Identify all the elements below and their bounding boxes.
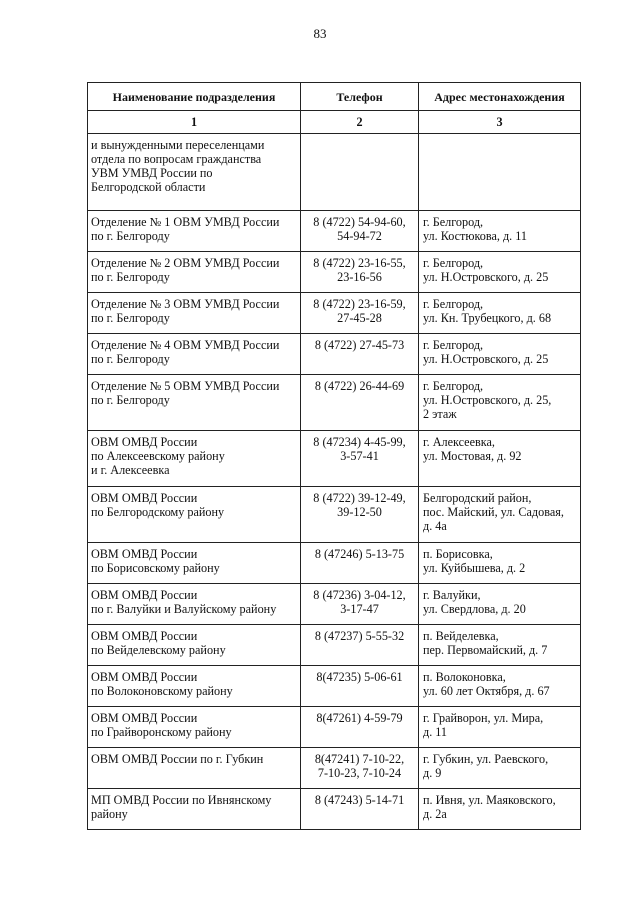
address-line: ул. Н.Островского, д. 25 (423, 270, 549, 284)
address-line: ул. Мостовая, д. 92 (423, 449, 522, 463)
address-cell (419, 707, 581, 748)
address-cell (419, 666, 581, 707)
departments-table (87, 82, 581, 830)
column-number: 1 (88, 111, 301, 134)
table-row (88, 334, 581, 375)
table-row (88, 375, 581, 431)
address-line: п. Вейделевка, (423, 629, 499, 643)
unit-name-cell (88, 748, 301, 789)
phone-line: 8 (4722) 27-45-73 (314, 338, 405, 352)
address-line: п. Ивня, ул. Маяковского, (423, 793, 556, 807)
unit-name-cell (88, 252, 301, 293)
phone-line: 8 (47234) 4-45-99, (313, 435, 406, 449)
address-line: ул. Н.Островского, д. 25 (423, 352, 549, 366)
table-row (88, 134, 581, 211)
phone-line: 8(47241) 7-10-22, (314, 752, 405, 766)
address-cell (419, 134, 581, 211)
address-line: г. Белгород, (423, 256, 484, 270)
address-line: ул. Н.Островского, д. 25, (423, 393, 552, 407)
phone-line: 54-94-72 (337, 229, 382, 243)
unit-name-line: ОВМ ОМВД России (91, 670, 198, 684)
address-line: ул. Свердлова, д. 20 (423, 602, 526, 616)
unit-name-line: по Волоконовскому району (91, 684, 233, 698)
address-cell (419, 543, 581, 584)
address-line: г. Белгород, (423, 338, 484, 352)
phone-line: 8 (4722) 54-94-60, (313, 215, 406, 229)
phone-line: 8 (47246) 5-13-75 (314, 547, 405, 561)
address-line: г. Белгород, (423, 297, 484, 311)
phone-cell (301, 134, 419, 211)
address-cell (419, 375, 581, 431)
unit-name-line: МП ОМВД России по Ивнянскому (91, 793, 272, 807)
phone-line: 8 (4722) 23-16-59, (313, 297, 406, 311)
unit-name-cell (88, 707, 301, 748)
unit-name-line: Отделение № 4 ОВМ УМВД России (91, 338, 280, 352)
unit-name-line: по Вейделевскому району (91, 643, 226, 657)
unit-name-line: и вынужденными переселенцами (91, 138, 265, 152)
header-address: Адрес местонахождения (419, 83, 581, 111)
column-number-row (88, 111, 581, 134)
address-cell (419, 252, 581, 293)
unit-name-line: ОВМ ОМВД России (91, 435, 198, 449)
unit-name-cell (88, 211, 301, 252)
address-line: ул. 60 лет Октября, д. 67 (423, 684, 550, 698)
page-number: 83 (313, 26, 327, 41)
unit-name-cell (88, 625, 301, 666)
phone-line: 8(47261) 4-59-79 (316, 711, 403, 725)
address-line: п. Борисовка, (423, 547, 493, 561)
phone-line: 39-12-50 (337, 505, 382, 519)
unit-name-line: Отделение № 2 ОВМ УМВД России (91, 256, 280, 270)
phone-cell (301, 211, 419, 252)
unit-name-cell (88, 334, 301, 375)
unit-name-line: ОВМ ОМВД России (91, 629, 198, 643)
address-cell (419, 748, 581, 789)
unit-name-line: Белгородской области (91, 180, 206, 194)
table-row (88, 584, 581, 625)
unit-name-line: по Белгородскому району (91, 505, 225, 519)
phone-line: 8(47235) 5-06-61 (316, 670, 403, 684)
address-line: г. Белгород, (423, 215, 484, 229)
address-line: пос. Майский, ул. Садовая, (423, 505, 564, 519)
unit-name-line: Отделение № 1 ОВМ УМВД России (91, 215, 280, 229)
header-phone: Телефон (301, 83, 419, 111)
phone-line: 8 (47243) 5-14-71 (314, 793, 405, 807)
phone-cell (301, 252, 419, 293)
address-line: г. Губкин, ул. Раевского, (423, 752, 549, 766)
table-row (88, 293, 581, 334)
unit-name-line: по Грайворонскому району (91, 725, 232, 739)
phone-cell (301, 707, 419, 748)
address-line: г. Валуйки, (423, 588, 481, 602)
unit-name-line: ОВМ ОМВД России по г. Губкин (91, 752, 264, 766)
unit-name-line: и г. Алексеевка (91, 463, 170, 477)
table-row (88, 666, 581, 707)
address-cell (419, 334, 581, 375)
unit-name-line: отдела по вопросам гражданства (91, 152, 262, 166)
table-row (88, 543, 581, 584)
phone-line: 3-57-41 (340, 449, 379, 463)
address-cell (419, 789, 581, 830)
unit-name-cell (88, 134, 301, 211)
table-row (88, 431, 581, 487)
address-line: ул. Кн. Трубецкого, д. 68 (423, 311, 552, 325)
unit-name-line: Отделение № 5 ОВМ УМВД России (91, 379, 280, 393)
table-row (88, 625, 581, 666)
address-line: д. 11 (423, 725, 448, 739)
address-cell (419, 487, 581, 543)
address-line: г. Белгород, (423, 379, 484, 393)
unit-name-line: Отделение № 3 ОВМ УМВД России (91, 297, 280, 311)
unit-name-line: по г. Белгороду (91, 393, 170, 407)
unit-name-line: ОВМ ОМВД России (91, 588, 198, 602)
unit-name-cell (88, 293, 301, 334)
unit-name-line: по г. Белгороду (91, 311, 170, 325)
column-number: 2 (301, 111, 419, 134)
column-number: 3 (419, 111, 581, 134)
phone-cell (301, 487, 419, 543)
table-row (88, 748, 581, 789)
unit-name-cell (88, 789, 301, 830)
phone-line: 3-17-47 (340, 602, 379, 616)
address-cell (419, 431, 581, 487)
unit-name-line: ОВМ ОМВД России (91, 711, 198, 725)
table-row (88, 707, 581, 748)
unit-name-cell (88, 431, 301, 487)
phone-line: 8 (47237) 5-55-32 (314, 629, 405, 643)
unit-name-cell (88, 584, 301, 625)
unit-name-cell (88, 543, 301, 584)
unit-name-line: району (91, 807, 128, 821)
address-line: д. 9 (423, 766, 442, 780)
address-cell (419, 211, 581, 252)
unit-name-cell (88, 375, 301, 431)
phone-line: 8 (4722) 26-44-69 (314, 379, 405, 393)
unit-name-line: по г. Валуйки и Валуйскому району (91, 602, 277, 616)
unit-name-line: по Алексеевскому району (91, 449, 225, 463)
unit-name-line: по г. Белгороду (91, 270, 170, 284)
address-line: д. 4а (423, 519, 447, 533)
unit-name-cell (88, 666, 301, 707)
phone-cell (301, 748, 419, 789)
phone-cell (301, 375, 419, 431)
unit-name-line: по Борисовскому району (91, 561, 220, 575)
phone-cell (301, 666, 419, 707)
phone-cell (301, 293, 419, 334)
header-name: Наименование подразделения (88, 83, 301, 111)
address-cell (419, 625, 581, 666)
address-cell (419, 584, 581, 625)
unit-name-line: ОВМ ОМВД России (91, 491, 198, 505)
phone-cell (301, 543, 419, 584)
table-row (88, 487, 581, 543)
phone-line: 8 (4722) 39-12-49, (313, 491, 406, 505)
unit-name-line: по г. Белгороду (91, 229, 170, 243)
address-line: Белгородский район, (423, 491, 532, 505)
address-line: ул. Куйбышева, д. 2 (423, 561, 526, 575)
table-row (88, 211, 581, 252)
unit-name-line: ОВМ ОМВД России (91, 547, 198, 561)
header-row (88, 83, 581, 111)
unit-name-line: по г. Белгороду (91, 352, 170, 366)
phone-cell (301, 431, 419, 487)
address-line: д. 2а (423, 807, 447, 821)
phone-line: 23-16-56 (337, 270, 382, 284)
address-cell (419, 293, 581, 334)
unit-name-line: УВМ УМВД России по (91, 166, 213, 180)
table-row (88, 789, 581, 830)
unit-name-cell (88, 487, 301, 543)
address-line: г. Грайворон, ул. Мира, (423, 711, 544, 725)
phone-cell (301, 334, 419, 375)
phone-cell (301, 789, 419, 830)
phone-line: 7-10-23, 7-10-24 (317, 766, 402, 780)
phone-cell (301, 584, 419, 625)
address-line: ул. Костюкова, д. 11 (423, 229, 528, 243)
address-line: 2 этаж (423, 407, 457, 421)
address-line: п. Волоконовка, (423, 670, 506, 684)
phone-line: 27-45-28 (337, 311, 382, 325)
phone-line: 8 (4722) 23-16-55, (313, 256, 406, 270)
phone-cell (301, 625, 419, 666)
address-line: пер. Первомайский, д. 7 (423, 643, 548, 657)
phone-line: 8 (47236) 3-04-12, (313, 588, 406, 602)
table-row (88, 252, 581, 293)
address-line: г. Алексеевка, (423, 435, 495, 449)
